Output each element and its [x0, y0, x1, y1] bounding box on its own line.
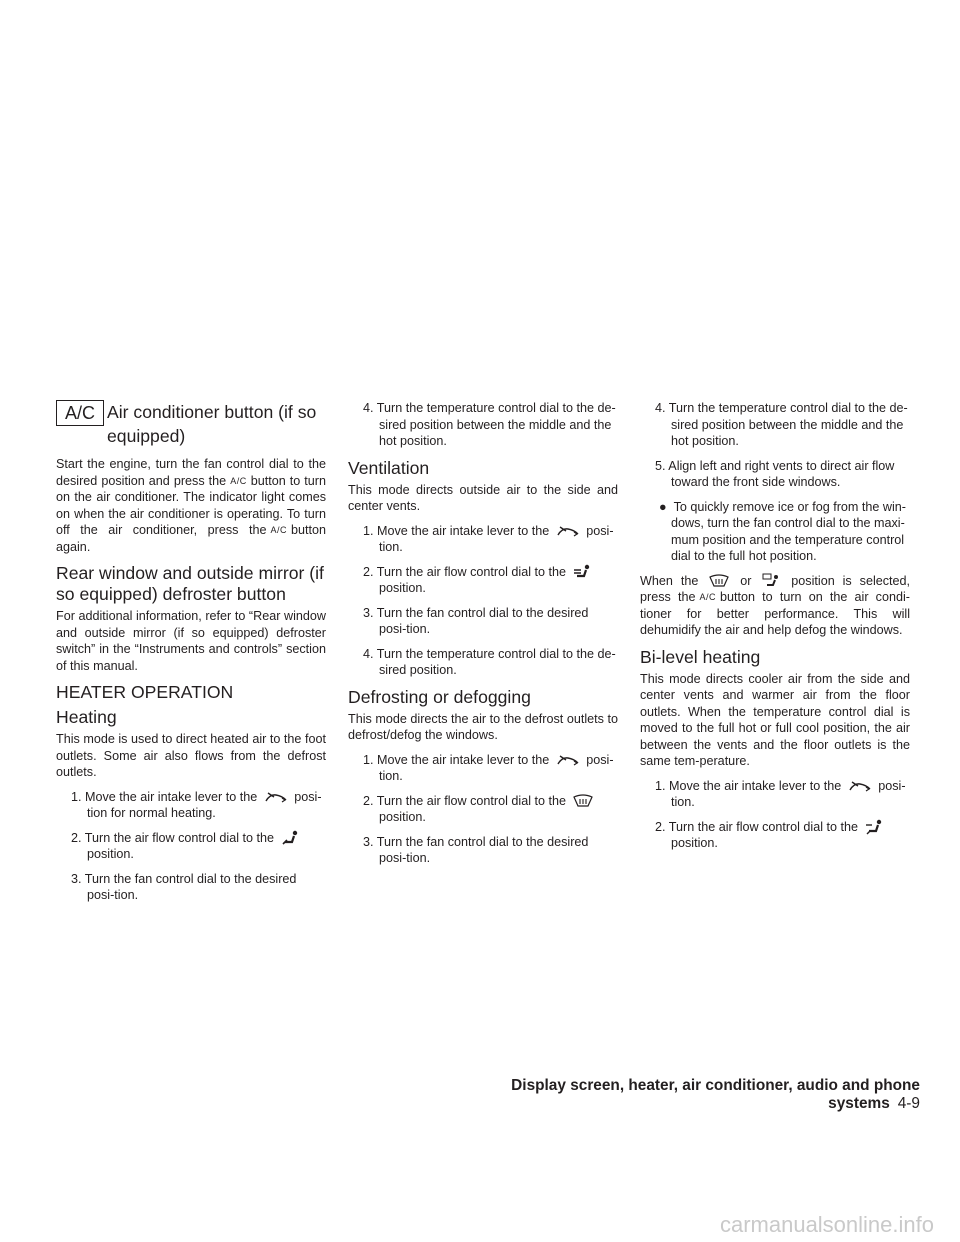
- bullet-icon: ●: [659, 499, 667, 514]
- ac-symbol-icon: A/C: [230, 475, 247, 486]
- rear-defroster-paragraph: For additional information, refer to “Rear window and outside mirror (if so equipped) defroster switch” in the “Instruments and controls” section of this manual.: [56, 609, 326, 673]
- outside-air-icon: [556, 525, 580, 537]
- column-1: [56, 400, 326, 912]
- defrost-foot-icon: [762, 573, 780, 589]
- bilevel-step-1: 1. Move the air intake lever to the posi-tion.: [655, 778, 906, 810]
- defrost-bullet: ● To quickly remove ice or fog from the win-dows, turn the fan control dial to the maxi-mum position and the temperature control dial to the full hot position.: [659, 499, 906, 563]
- heating-step-1: 1. Move the air intake lever to the posi-tion for normal heating.: [71, 789, 322, 820]
- defrosting-step-3: 3. Turn the fan control dial to the desired posi-tion.: [363, 834, 589, 866]
- defrost-icon: [573, 794, 593, 808]
- page-number: 4-9: [897, 1095, 920, 1112]
- column-2: [348, 400, 618, 875]
- heater-operation-heading: HEATER OPERATION: [56, 682, 234, 702]
- page-footer: [460, 1077, 920, 1113]
- bilevel-step-2: 2. Turn the air flow control dial to the position.: [640, 819, 910, 852]
- ventilation-step-3: 3. Turn the fan control dial to the desired posi-tion.: [363, 605, 589, 637]
- bilevel-mode-icon: [865, 819, 883, 835]
- heating-step-4: 4. Turn the temperature control dial to the de-sired position between the middle and the hot position.: [363, 401, 616, 448]
- vent-mode-icon: [573, 564, 591, 580]
- watermark-band: [0, 1200, 960, 1242]
- ac-title: Air conditioner button (if so equipped): [107, 402, 317, 446]
- defrosting-title: Defrosting or defogging: [348, 686, 531, 707]
- heating-paragraph: This mode is used to direct heated air to the foot outlets. Some air also flows from the defrost outlets.: [56, 732, 326, 779]
- ventilation-paragraph: This mode directs outside air to the side and center vents.: [348, 482, 618, 513]
- heating-step-2: 2. Turn the air flow control dial to the position.: [56, 830, 326, 863]
- ventilation-step-1: 1. Move the air intake lever to the posi-tion.: [363, 523, 614, 554]
- ac-paragraph: Start the engine, turn the fan control dial to the desired position and press the A/C button to turn on the air conditioner. The indicator light comes on when the air conditioner is operating. To turn off the air conditioner, press the A/C button again.: [56, 457, 326, 554]
- foot-mode-icon: [281, 830, 299, 846]
- rear-defroster-title: Rear window and outside mirror (if so equipped) defroster button: [56, 563, 324, 604]
- defrosting-step-1: 1. Move the air intake lever to the posi-tion.: [363, 752, 614, 784]
- heating-title: Heating: [56, 707, 117, 727]
- ventilation-step-4: 4. Turn the temperature control dial to the de-sired position.: [363, 646, 616, 678]
- section-title: Display screen, heater, air conditioner, audio and phone systems: [511, 1077, 920, 1112]
- ac-button-icon: A/C: [56, 400, 104, 426]
- defrosting-step-5: 5. Align left and right vents to direct air flow toward the front side windows.: [655, 458, 895, 489]
- watermark-text: carmanualsonline.info: [719, 1212, 934, 1237]
- defrosting-step-2: 2. Turn the air flow control dial to the position.: [348, 793, 618, 826]
- outside-air-icon: [848, 780, 872, 792]
- heating-step-3: 3. Turn the fan control dial to the desired posi-tion.: [71, 871, 297, 903]
- ventilation-title: Ventilation: [348, 457, 430, 478]
- ac-symbol-icon: A/C: [699, 592, 716, 603]
- column-3: [640, 400, 910, 860]
- outside-air-icon: [556, 754, 580, 766]
- defrost-icon: [709, 574, 729, 588]
- bilevel-title: Bi-level heating: [640, 646, 761, 667]
- bilevel-paragraph: This mode directs cooler air from the side and center vents and warmer air from the floor outlets. When the temperature control dial is moved to the full hot or full cool position, the air between the vents and the floor outlets is the same tem-perature.: [640, 671, 910, 769]
- ac-symbol-icon: A/C: [270, 525, 287, 535]
- outside-air-icon: [264, 791, 288, 803]
- defrosting-step-4: 4. Turn the temperature control dial to the de-sired position between the middle and the hot position.: [655, 401, 908, 448]
- ventilation-step-2: 2. Turn the air flow control dial to the position.: [348, 564, 618, 597]
- defrost-ac-paragraph: When the or position is selected, press the A/C button to turn on the air condi-tioner for better performance. This will dehumidify the air and help defog the windows.: [640, 573, 911, 638]
- defrosting-paragraph: This mode directs the air to the defrost outlets to defrost/defog the windows.: [348, 711, 618, 743]
